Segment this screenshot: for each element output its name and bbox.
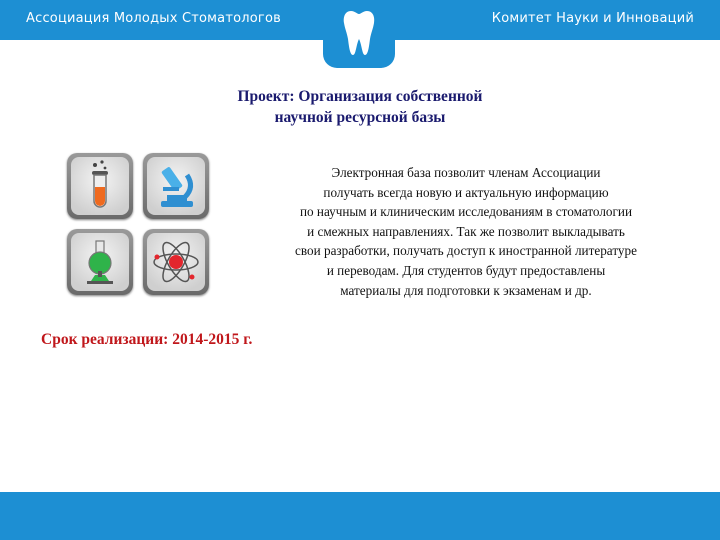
description-line: свои разработки, получать доступ к иностранной литературе [295,243,637,259]
test-tube-tile [67,153,133,219]
project-title-line: научной ресурсной базы [274,109,446,126]
implementation-deadline: Срок реализации: 2014-2015 г. [41,331,253,348]
committee-name: Комитет Науки и Инноваций [491,11,694,26]
project-title-line: Проект: Организация собственной [237,88,483,105]
project-title [200,86,520,128]
test-tube-icon [71,157,129,215]
atom-icon [147,233,205,291]
footer-bar [0,492,720,540]
description-line: материалы для подготовки к экзаменам и др. [340,282,592,298]
microscope-tile [143,153,209,219]
microscope-icon [147,157,205,215]
project-description [253,163,679,300]
logo-tab [323,0,395,68]
description-line: и смежных направлениях. Так же позволит выкладывать [307,223,625,239]
flask-tile [67,229,133,295]
flask-icon [71,233,129,291]
atom-tile [143,229,209,295]
description-line: по научным и клиническим исследованиям в стоматологии [299,204,633,220]
description-line: и переводам. Для студентов будут предоставлены [326,262,606,278]
association-name: Ассоциация Молодых Стоматологов [26,11,281,26]
description-line: получать всегда новую и актуальную информацию [323,184,609,200]
science-icons-grid [67,153,211,297]
description-line: Электронная база позволит членам Ассоциации [331,165,601,180]
tooth-icon [342,9,376,57]
